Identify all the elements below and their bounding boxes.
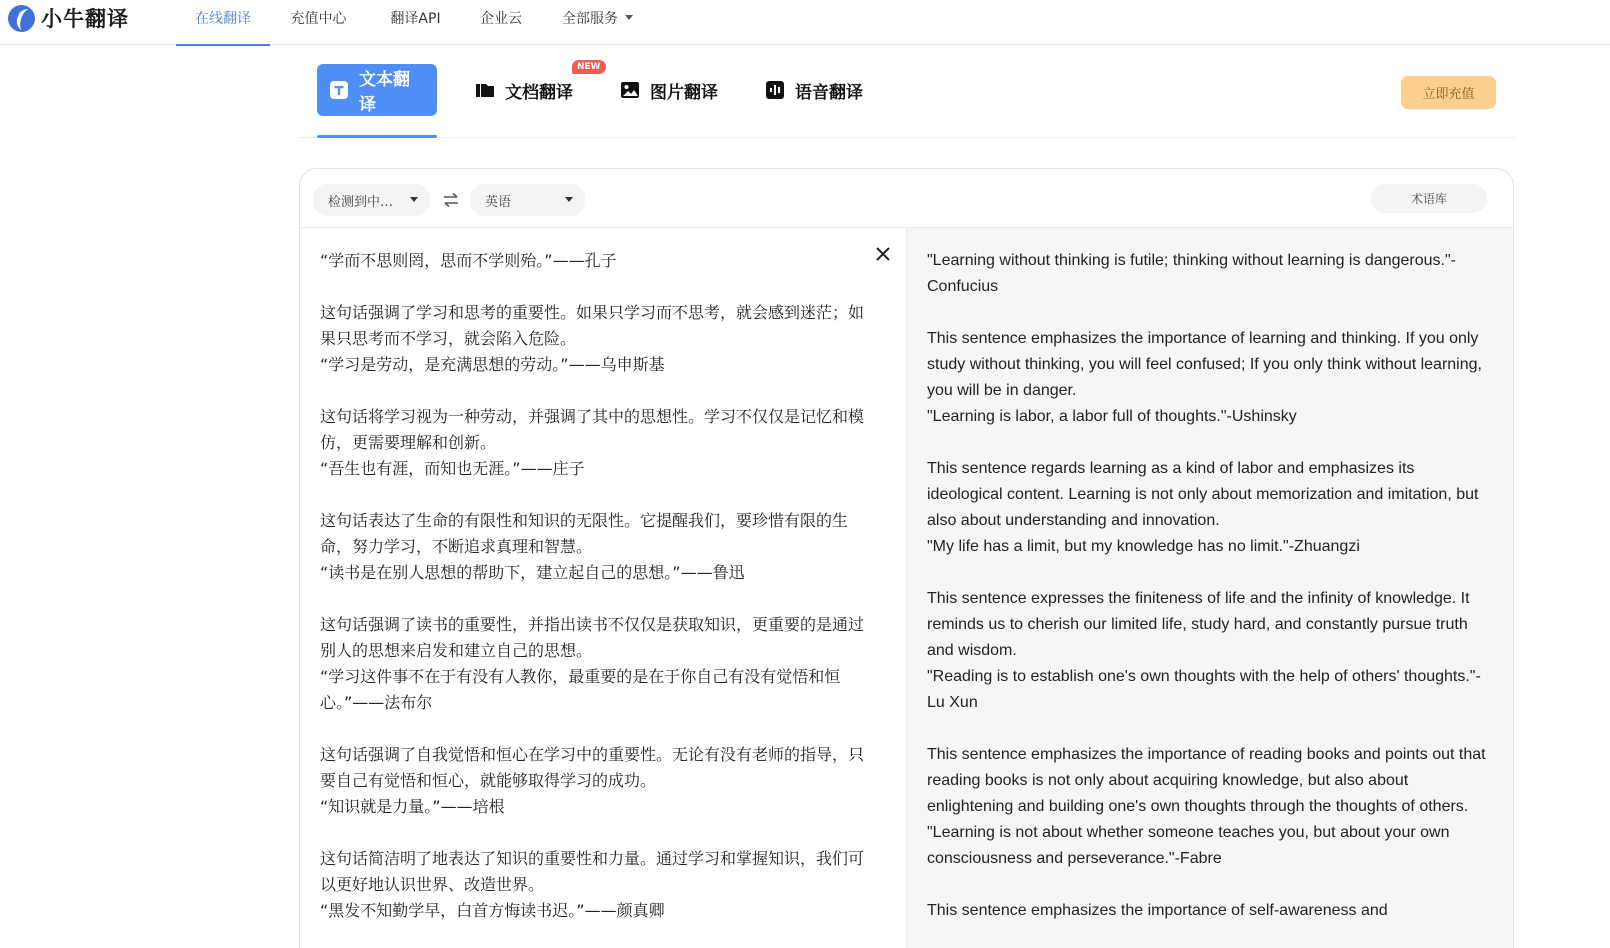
source-language-value: 检测到中… <box>328 194 394 210</box>
source-text[interactable]: “学而不思则罔，思而不学则殆。”——孔子 这句话强调了学习和思考的重要性。如果只学习而不思考，就会感到迷茫；如果只思考而不学习，就会陷入危险。 “学习是劳动，是充满思想的劳动。”——乌申斯基 这句话将学习视为一种劳动，并强调了其中的思想性。学习不仅仅是记忆和模仿，更需要理解和创新。 “吾生也有涯，而知也无涯。”——庄子 这句话表达了生命的有限性和知识的无限性。它提醒我们，要珍惜有限的生命，努力学习，不断追求真理和智慧。 “读书是在别人思想的帮助下，建立起自己的思想。”——鲁迅 这句话强调了读书的重要性，并指出读书不仅仅是获取知识，更重要的是通过别人的思想来启发和建立自己的思想。 “学习这件事不在于有没有人教你，最重要的是在于你自己有没有觉悟和恒心。”——法布尔 这句话强调了自我觉悟和恒心在学习中的重要性。无论有没有老师的指导，只要自己有觉悟和恒心，就能够取得学习的成功。 “知识就是力量。”——培根 这句话简洁明了地表达了知识的重要性和力量。通过学习和掌握知识，我们可以更好地认识世界、改造世界。 “黑发不知勤学早，白首方悔读书迟。”——颜真卿 <box>320 251 865 920</box>
chevron-down-icon <box>410 197 418 202</box>
tab-document-translation-label: 文档翻译 <box>505 82 573 103</box>
nav-item-online-translation[interactable]: 在线翻译 <box>176 0 270 45</box>
target-text-pane <box>907 228 1514 948</box>
recharge-now-button[interactable]: 立即充值 <box>1401 76 1496 109</box>
brand-logo[interactable] <box>8 3 129 33</box>
target-language-value: 英语 <box>485 194 512 210</box>
translation-panel <box>299 168 1514 948</box>
nav-item-recharge-center[interactable]: 充值中心 <box>290 11 347 27</box>
audio-icon <box>765 80 785 100</box>
tab-voice-translation[interactable] <box>765 64 863 116</box>
translated-text: "Learning without thinking is futile; thinking without learning is dangerous."-Confucius This sentence emphasizes the importance of learning and thinking. If you only study without thinking, you will feel confused; If you only think without learning, you will be in danger. "Learning is labor, a labor full of thoughts."-Ushinsky This sentence regards learning as a kind of labor and emphasizes its ideological content. Learning is not only about memorization and imitation, but also about understanding and innovation. "My life has a limit, but my knowledge has no limit."-Zhuangzi This sentence expresses the finiteness of life and the infinity of knowledge. It reminds us to cherish our limited life, study hard, and constantly pursue truth and wisdom. "Reading is to establish one's own thoughts with the help of others' thoughts."-Lu Xun This sentence emphasizes the importance of reading books and points out that reading books is not only about acquiring knowledge, but also about enlightening and building one's own thoughts through the thoughts of others. "Learning is not about whether someone teaches you, but about your own consciousness and perseverance."-Fabre This sentence emphasizes the importance of self-awareness and <box>927 252 1486 919</box>
active-tab-indicator <box>317 135 437 138</box>
new-badge: NEW <box>572 60 606 74</box>
glossary-button[interactable]: 术语库 <box>1371 184 1487 213</box>
folder-icon <box>475 80 495 100</box>
language-toolbar <box>300 169 1513 228</box>
tab-image-translation[interactable] <box>620 64 718 116</box>
swap-languages-icon[interactable] <box>442 191 460 209</box>
niutrans-logo-icon <box>8 5 35 32</box>
tab-text-translation-label: 文本翻译 <box>359 70 410 115</box>
brand-name: 小牛翻译 <box>41 7 129 31</box>
tab-image-translation-label: 图片翻译 <box>650 82 718 103</box>
nav-item-translation-api[interactable]: 翻译API <box>390 11 441 27</box>
main-nav <box>176 0 698 45</box>
chevron-down-icon <box>565 197 573 202</box>
tab-document-translation[interactable] <box>475 64 573 116</box>
source-text-pane[interactable] <box>300 228 907 948</box>
nav-item-enterprise-cloud[interactable]: 企业云 <box>480 11 522 27</box>
nav-item-all-services-label: 全部服务 <box>562 11 618 27</box>
close-icon[interactable] <box>874 245 892 263</box>
target-language-select[interactable] <box>470 184 585 216</box>
chevron-down-icon <box>625 15 633 20</box>
text-icon <box>329 80 349 100</box>
tab-text-translation[interactable] <box>317 64 437 116</box>
tab-voice-translation-label: 语音翻译 <box>795 82 863 103</box>
translation-mode-tabs <box>300 64 1515 138</box>
image-icon <box>620 80 640 100</box>
top-navigation-bar <box>0 0 1610 45</box>
nav-item-all-services[interactable] <box>538 0 698 45</box>
source-language-select[interactable] <box>313 184 430 216</box>
